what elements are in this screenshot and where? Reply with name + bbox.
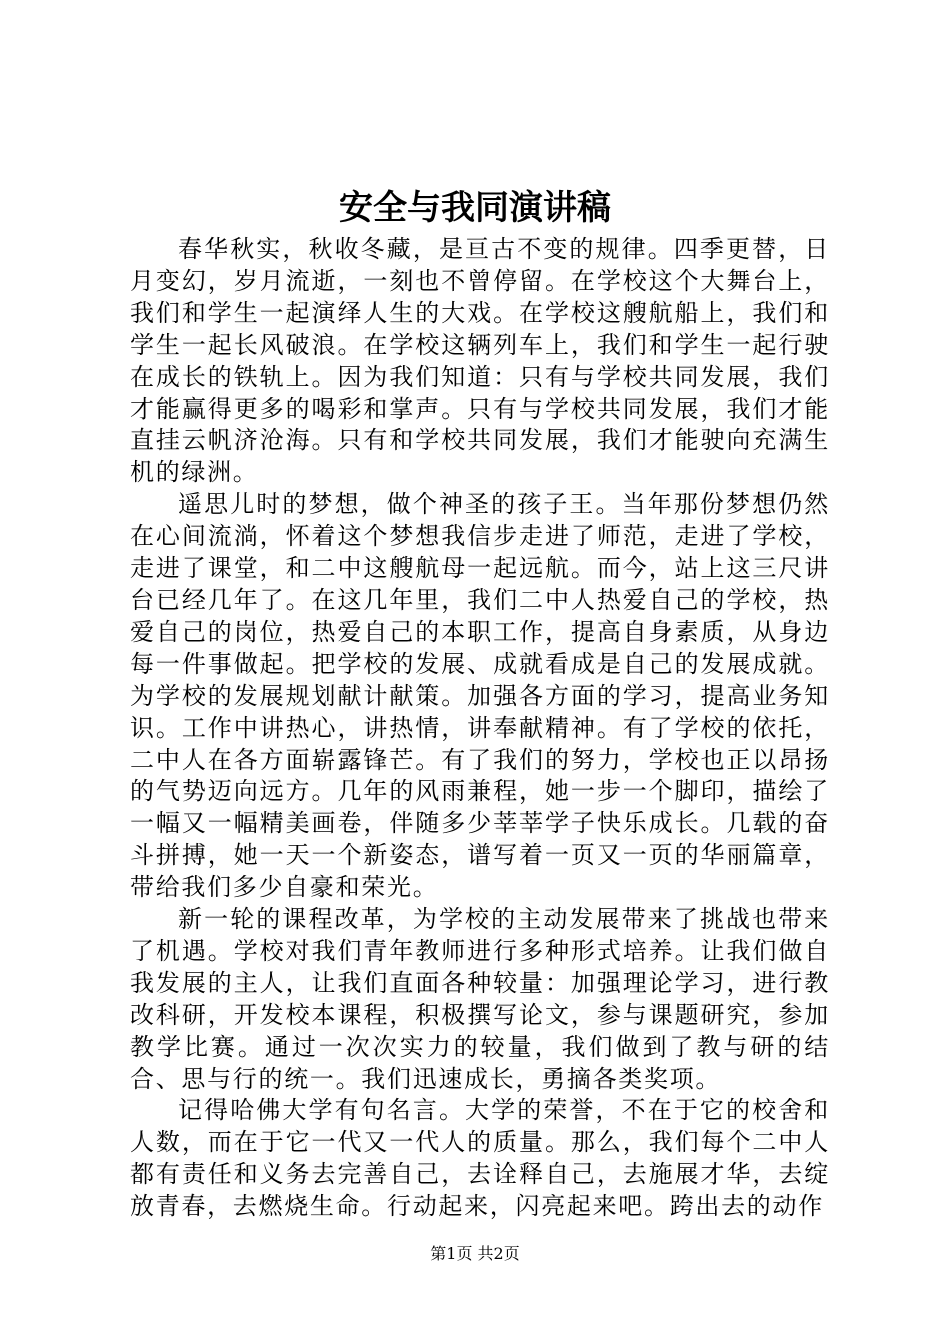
paragraph-2: 遥思儿时的梦想，做个神圣的孩子王。当年那份梦想仍然在心间流淌，怀着这个梦想我信步走进了师范，走进了学校，走进了课堂，和二中这艘航母一起远航。而今，站上这三尺讲台已经几年了。在这几年里，我们二中人热爱自己的学校，热爱自己的岗位，热爱自己的本职工作，提高自身素质，从身边每一件事做起。把学校的发展、成就看成是自己的发展成就。为学校的发展规划献计献策。加强各方面的学习，提高业务知识。工作中讲热心，讲热情，讲奉献精神。有了学校的依托，二中人在各方面崭露锋芒。有了我们的努力，学校也正以昂扬的气势迈向远方。几年的风雨兼程，她一步一个脚印，描绘了一幅又一幅精美画卷，伴随多少莘莘学子快乐成长。几载的奋斗拼搏，她一天一个新姿态，谱写着一页又一页的华丽篇章，带给我们多少自豪和荣光。 xyxy=(130,490,830,902)
paragraph-4: 记得哈佛大学有句名言。大学的荣誉，不在于它的校舍和人数，而在于它一代又一代人的质量。那么，我们每个二中人都有责任和义务去完善自己，去诠释自己，去施展才华，去绽放青春，去燃烧生命。行动起来，闪亮起来吧。跨出去的动作 xyxy=(130,1096,830,1221)
paragraph-1: 春华秋实，秋收冬藏，是亘古不变的规律。四季更替，日月变幻，岁月流逝，一刻也不曾停留。在学校这个大舞台上，我们和学生一起演绎人生的大戏。在学校这艘航船上，我们和学生一起长风破浪。在学校这辆列车上，我们和学生一起行驶在成长的铁轨上。因为我们知道：只有与学校共同发展，我们才能赢得更多的喝彩和掌声。只有与学校共同发展，我们才能直挂云帆济沧海。只有和学校共同发展，我们才能驶向充满生机的绿洲。 xyxy=(130,235,830,487)
document-body xyxy=(130,234,830,1223)
paragraph-3: 新一轮的课程改革，为学校的主动发展带来了挑战也带来了机遇。学校对我们青年教师进行多种形式培养。让我们做自我发展的主人，让我们直面各种较量：加强理论学习，进行教改科研，开发校本课程，积极撰写论文，参与课题研究，参加教学比赛。通过一次次实力的较量，我们做到了教与研的结合、思与行的统一。我们迅速成长，勇摘各类奖项。 xyxy=(130,905,830,1093)
document-title: 安全与我同演讲稿 xyxy=(339,188,611,228)
page-footer: 第1页 共2页 xyxy=(430,1244,520,1263)
